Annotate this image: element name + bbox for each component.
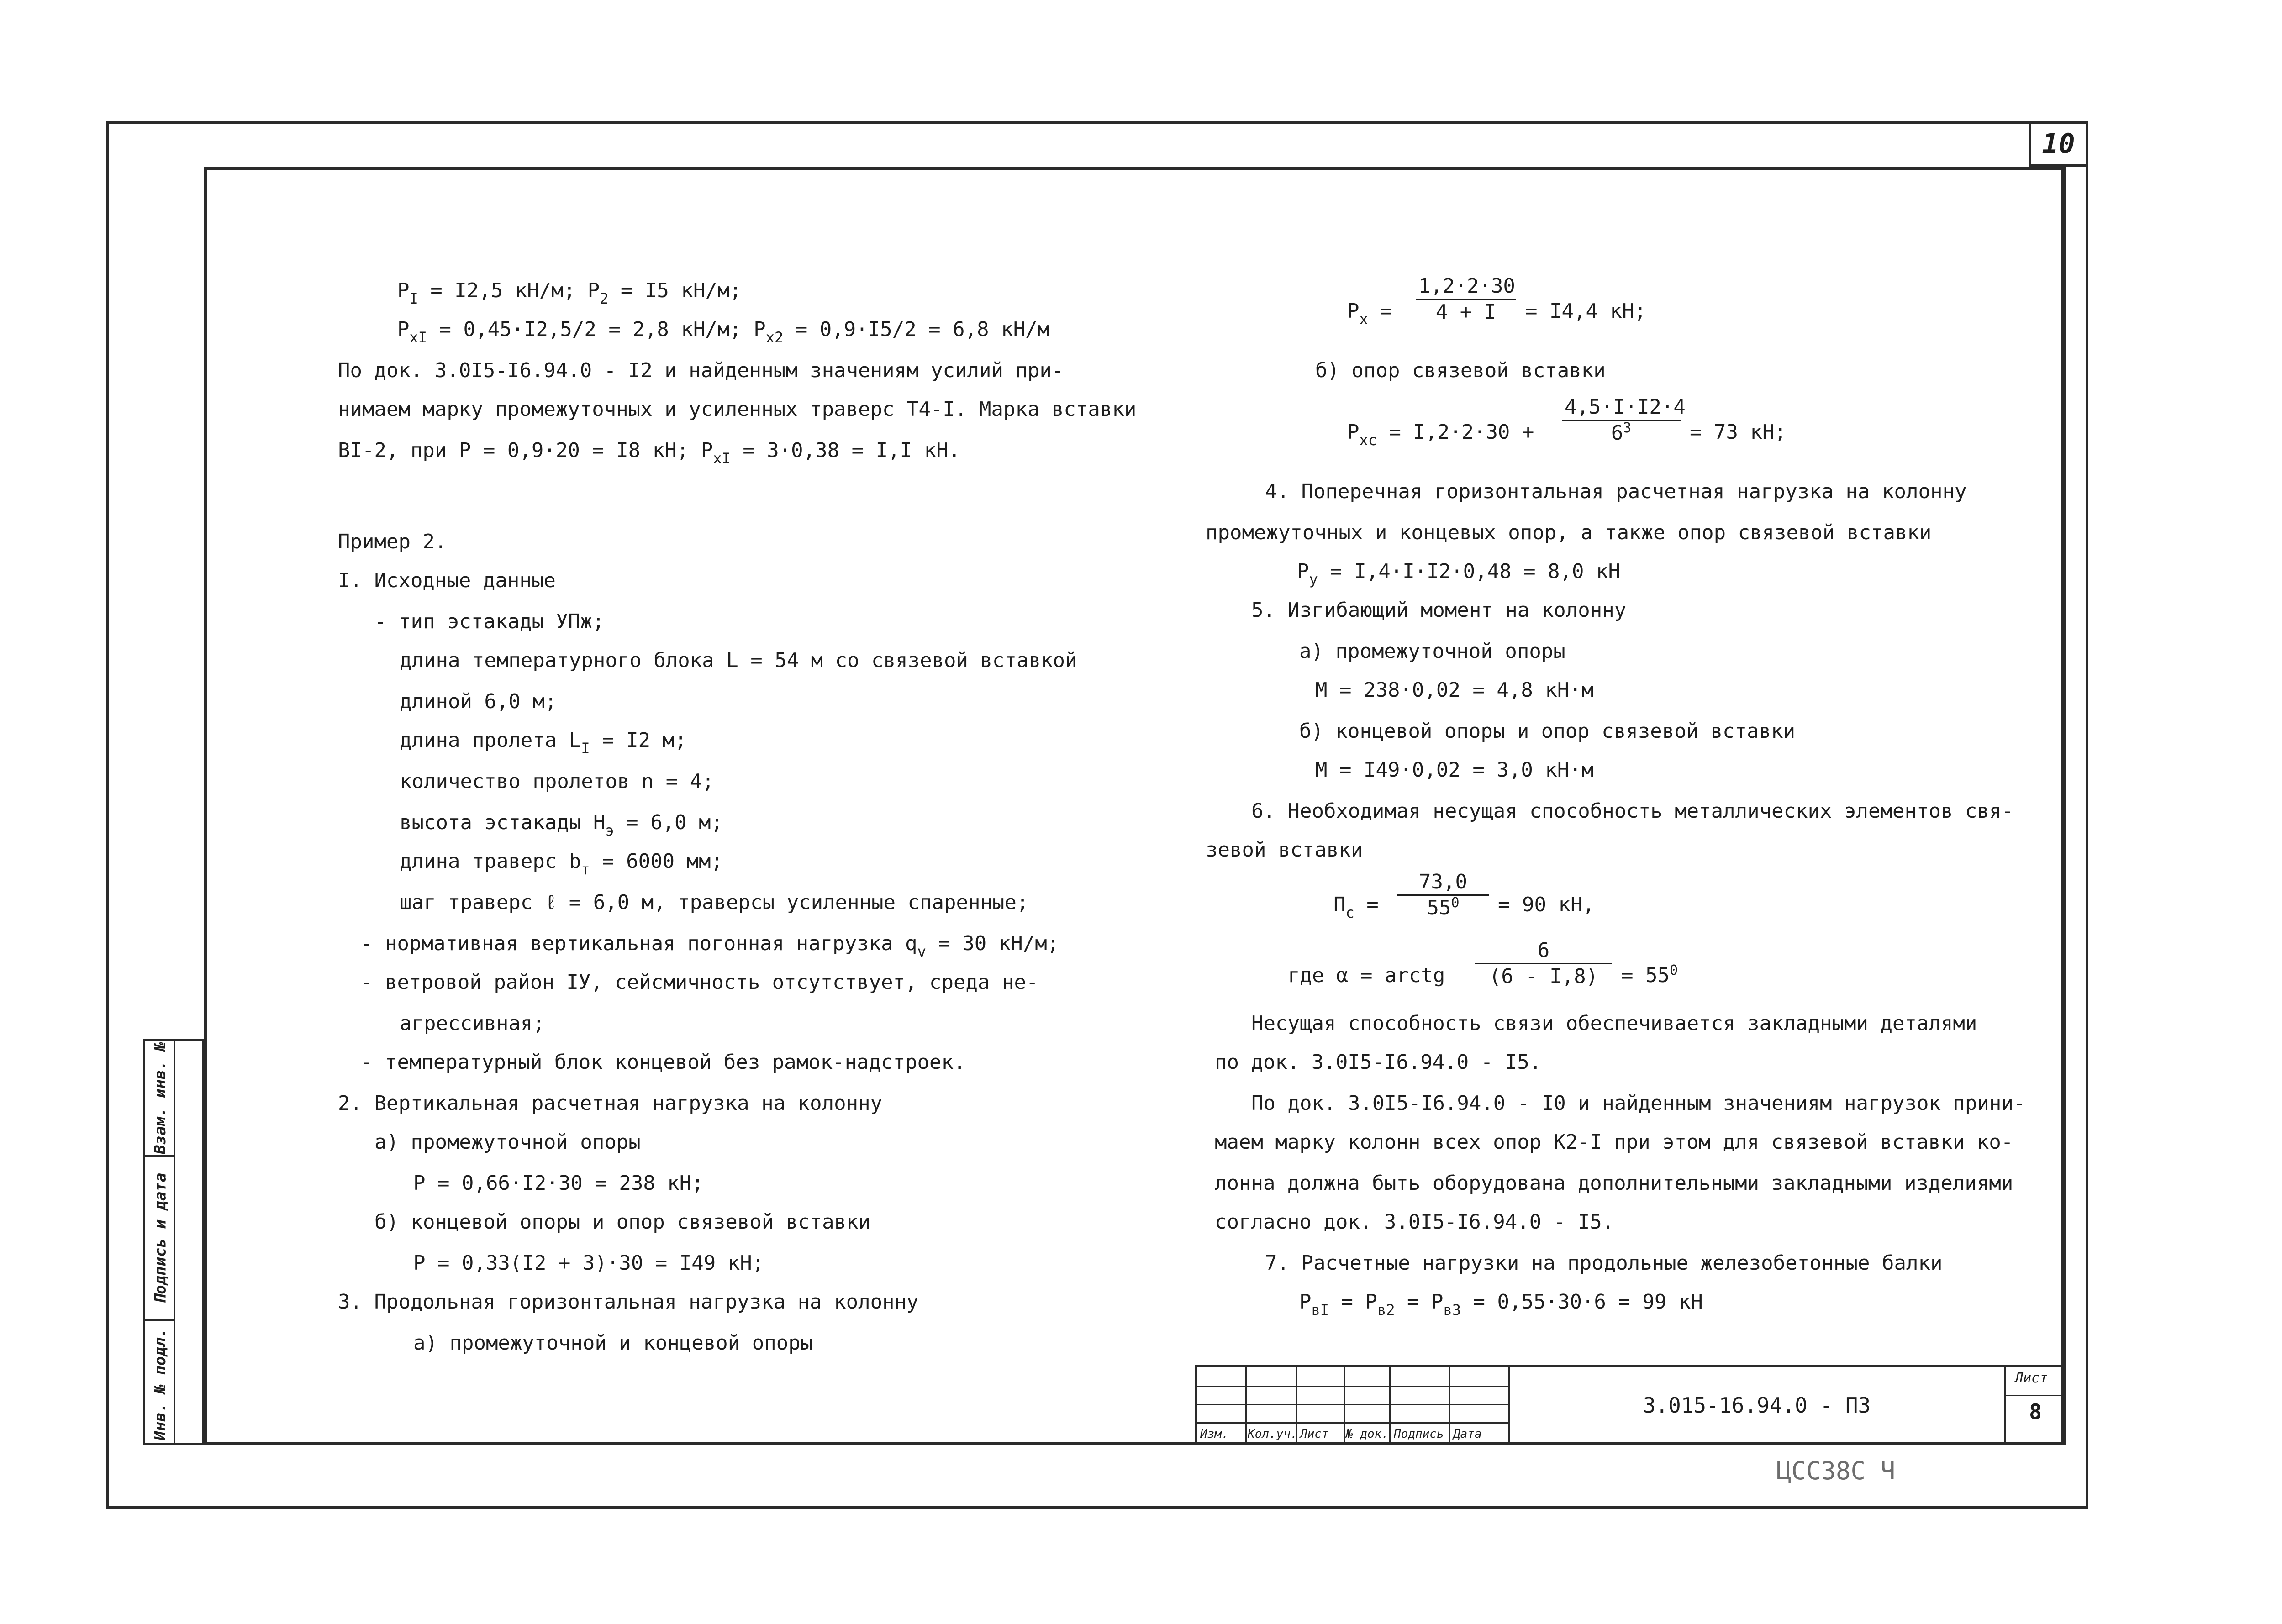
right-text-line: зевой вставки [1206,838,1363,862]
formula-pc-lhs: $П_с$ = [1333,893,1379,921]
left-text-line: - температурный блок концевой без рамок-надстроек. [361,1051,966,1074]
label-izm: Изм. [1200,1427,1229,1441]
side-cell-signature-date: Подпись и дата [145,1155,175,1319]
label-signature: Подпись [1394,1427,1444,1441]
right-text-line: М = 238·0,02 = 4,8 кН·м [1315,678,1594,702]
document-code: 3.015-16.94.0 - ПЗ [1508,1367,2006,1443]
left-text-line: $Р_{хI} = 0,45\cdot I2,5/2 = 2,8$ кН/м; $Р_{х2} = 0,9\cdot I5/2 = 6,8$ кН/м [397,318,1050,346]
formula-alpha-rhs: = $55^0$ [1621,962,1678,987]
left-text-line: а) промежуточной и концевой опоры [413,1331,813,1355]
right-text-line: По док. 3.0I5-I6.94.0 - I0 и найденным значениям нагрузок прини- [1251,1092,2026,1115]
left-text-line: высота эстакады $Н_э = 6,0$ м; [400,811,723,839]
left-text-line: агрессивная; [400,1012,545,1035]
left-text-line: длина температурного блока L = 54 м со связевой вставкой [400,649,1077,672]
right-text-line: б) опор связевой вставки [1315,359,1606,382]
left-text-line: По док. 3.0I5-I6.94.0 - I2 и найденным значениям усилий при- [338,359,1064,382]
formula-pc-rhs: = 90 кН, [1498,893,1595,916]
right-text-line: б) концевой опоры и опор связевой вставки [1299,720,1796,743]
left-text-line: Р = 0,66·I2·30 = 238 кН; [413,1172,704,1195]
left-text-line: 3. Продольная горизонтальная нагрузка на колонну [338,1290,919,1314]
right-text-line: по док. 3.0I5-I6.94.0 - I5. [1215,1051,1542,1074]
left-text-line: шаг траверс ℓ = 6,0 м, траверсы усиленные спаренные; [400,891,1029,914]
left-text-line: - ветровой район IУ, сейсмичность отсутствует, среда не- [361,971,1038,994]
title-block [1195,1365,2064,1445]
sheet-label: Лист [2015,1370,2048,1386]
left-text-line: - нормативная вертикальная погонная нагрузка $q_v = 30$ кН/м; [361,932,1059,960]
side-cell-replace-inv: Взам. инв. № [151,1042,170,1154]
label-date: Дата [1453,1427,1482,1441]
right-text-line: а) промежуточной опоры [1299,640,1565,663]
right-text-line: 4. Поперечная горизонтальная расчетная нагрузка на колонну [1265,480,1967,503]
right-text-line: маем марку колонн всех опор К2-I при этом для связевой вставки ко- [1215,1130,2013,1154]
right-text-line: $Р_{вI} = Р_{в2} = Р_{в3} = 0,55\cdot 30\cdot 6 = 99$ кН [1299,1290,1703,1319]
label-doc-no: № док. [1346,1427,1389,1441]
archive-stamp: ЦССЗ8С Ч [1776,1456,1896,1485]
left-text-line: 2. Вертикальная расчетная нагрузка на колонну [338,1092,883,1115]
left-text-line: $Р_I = I2,5$ кН/м; $Р_2 = I5$ кН/м; [397,279,742,307]
right-text-line: 6. Необходимая несущая способность металлических элементов свя- [1251,799,2013,823]
formula-px-rhs: = I4,4 кН; [1525,300,1646,323]
sheet-number: 8 [2029,1399,2042,1424]
right-text-line: Несущая способность связи обеспечивается закладными деталями [1251,1012,1977,1035]
right-text-line: согласно док. 3.0I5-I6.94.0 - I5. [1215,1210,1614,1234]
side-signature-strip [143,1039,204,1445]
left-text-line: Пример 2. [338,530,447,553]
formula-alpha-fraction: $\frac{6}{(6 - I,8)}$ [1475,938,1612,989]
revision-grid [1197,1367,1508,1443]
right-text-line: 5. Изгибающий момент на колонну [1251,599,1627,622]
right-margin-stripe [2064,167,2087,1445]
formula-pxc-fraction: $\frac{4,5\cdot I\cdot I2\cdot 4}{6^3}$ [1562,395,1681,448]
formula-pc-fraction: $\frac{73,0}{55^0}$ [1397,870,1489,923]
right-text-line: лонна должна быть оборудована дополнительными закладными изделиями [1215,1172,2013,1195]
left-text-line: длина траверс $b_т = 6000$ мм; [400,850,723,878]
formula-px-lhs: $Р_х$ = [1347,300,1392,328]
left-text-line: BI-2, при Р = 0,9·20 = I8 кН; $Р_{хI} = 3\cdot 0,38 = I,I$ кН. [338,439,961,467]
left-text-line: Р = 0,33(I2 + 3)·30 = I49 кН; [413,1251,764,1275]
sheet-corner-number: 10 [2029,121,2088,167]
formula-pxc-lhs: $Р_{хс} = I,2\cdot 2\cdot 30$ + [1347,420,1534,449]
left-text-line: - тип эстакады УПж; [374,610,605,633]
side-cell-inv-no: Инв. № подл. [145,1319,175,1447]
left-text-line: длина пролета $L_I = I2$ м; [400,729,687,757]
left-text-line: длиной 6,0 м; [400,690,557,713]
formula-px-fraction: $\frac{1,2\cdot 2\cdot 30}{4 + I}$ [1416,274,1516,325]
right-text-line: $Р_у = I,4\cdot I\cdot I2\cdot 0,48 = 8,0$ кН [1297,560,1621,588]
left-text-line: а) промежуточной опоры [374,1130,641,1154]
left-text-line: нимаем марку промежуточных и усиленных траверс Т4-I. Марка вставки [338,398,1137,421]
right-text-line: промежуточных и концевых опор, а также опор связевой вставки [1206,521,1932,544]
formula-alpha-lhs: где α = arctg [1288,964,1445,987]
formula-pxc-rhs: = 73 кН; [1690,420,1787,444]
right-text-line: М = I49·0,02 = 3,0 кН·м [1315,758,1594,782]
label-list: Лист [1300,1427,1329,1441]
left-text-line: I. Исходные данные [338,569,556,592]
left-text-line: количество пролетов n = 4; [400,770,714,793]
left-text-line: б) концевой опоры и опор связевой вставки [374,1210,871,1234]
label-kol-uch: Кол.уч. [1248,1427,1298,1441]
right-text-line: 7. Расчетные нагрузки на продольные железобетонные балки [1265,1251,1943,1275]
